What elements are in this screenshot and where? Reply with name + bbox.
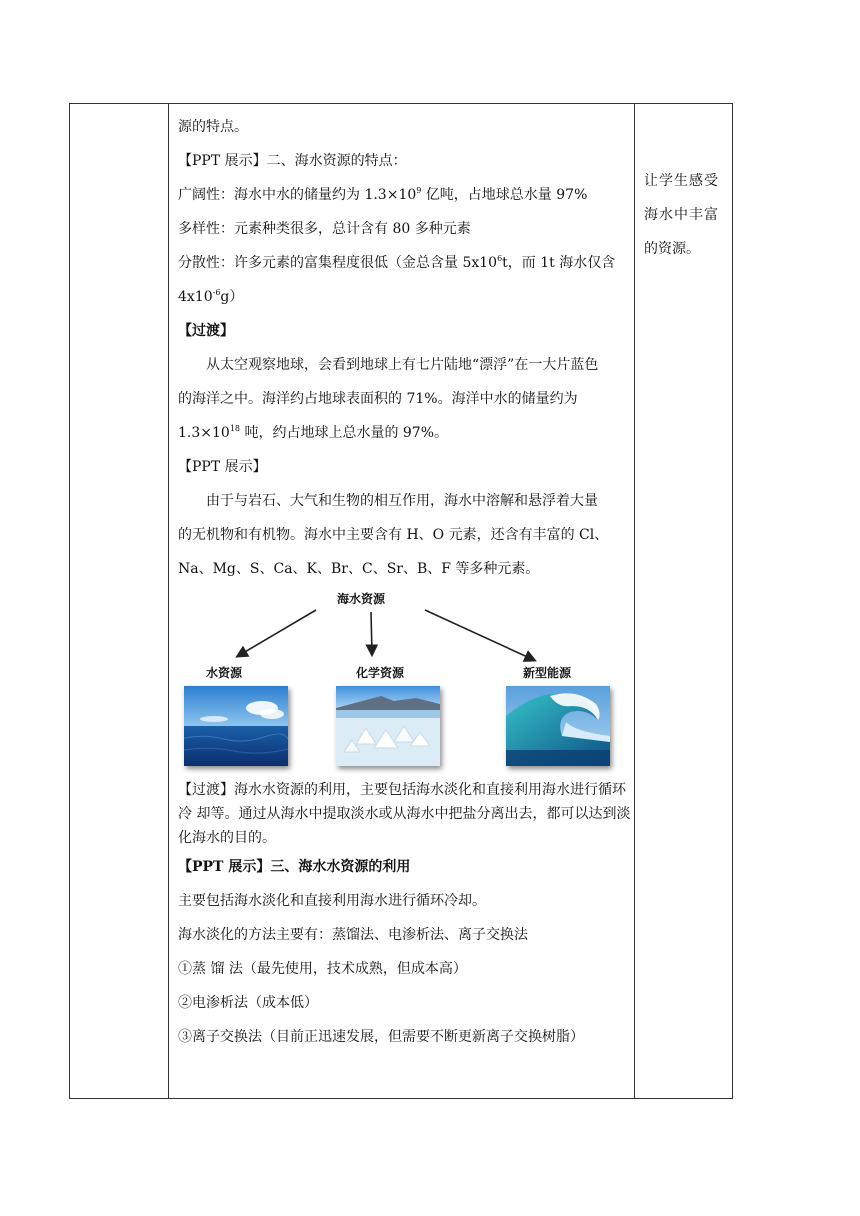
ppt-section-heading: 【PPT 展示】三、海水水资源的利用 <box>178 859 411 875</box>
arrow-right <box>425 610 534 660</box>
ppt-heading: 【PPT 展示】 <box>178 459 267 475</box>
column-divider <box>168 104 169 1098</box>
sea-sky-image <box>184 686 288 766</box>
diagram-label-energy: 新型能源 <box>523 666 572 680</box>
arrow-middle <box>371 612 372 654</box>
text-line: Na、Mg、S、Ca、K、Br、C、Sr、B、F 等多种元素。 <box>178 561 540 577</box>
intent-line: 的资源。 <box>644 241 700 257</box>
salt-pan-image <box>336 686 440 766</box>
diagram-root-label: 海水资源 <box>337 592 386 606</box>
text-line: 源的特点。 <box>178 119 248 135</box>
design-intent-cell <box>644 164 718 266</box>
text-line: 海水淡化的方法主要有：蒸馏法、电渗析法、离子交换法 <box>178 927 528 943</box>
diagram-label-chemical: 化学资源 <box>356 666 405 680</box>
text-line: $4x10^{-6}g$） <box>178 288 244 305</box>
ppt-heading: 【PPT 展示】二、海水资源的特点： <box>178 153 407 169</box>
intent-line: 海水中丰富 <box>644 207 718 223</box>
diagram-label-water: 水资源 <box>206 666 243 680</box>
intent-line: 让学生感受 <box>644 173 718 189</box>
section-heading: 【过渡】 <box>178 323 234 339</box>
ocean-wave-image <box>506 686 610 766</box>
list-item: ③离子交换法（目前正迅速发展，但需要不断更新离子交换树脂） <box>178 1029 584 1045</box>
text-line: 的海洋之中。海洋约占地球表面积的 71%。海洋中水的储量约为 <box>178 391 578 407</box>
text-line: 从太空观察地球，会看到地球上有七片陆地“漂浮”在一大片蓝色 <box>206 357 599 373</box>
text-line: 的无机物和有机物。海水中主要含有 H、O 元素，还含有丰富的 Cl、 <box>178 527 609 543</box>
lesson-table <box>69 103 733 1099</box>
arrow-left <box>238 610 316 656</box>
text-line: 分散性：许多元素的富集程度很低（金总含量 $5x10^6t$，而 1t 海水仅含 <box>178 254 616 271</box>
list-item: ①蒸 馏 法（最先使用，技术成熟，但成本高） <box>178 961 467 977</box>
teaching-content-cell <box>178 110 634 1054</box>
text-line: 广阔性：海水中水的储量约为 $1.3\times 10^9$ 亿吨，占地球总水量 97% <box>178 186 588 203</box>
transition-paragraph: 【过渡】海水水资源的利用，主要包括海水淡化和直接利用海水进行循环冷 却等。通过从海水中提取淡水或从海水中把盐分离出去，都可以达到淡化海水的目的。 <box>178 782 631 846</box>
text-line: 多样性：元素种类很多，总计含有 80 多种元素 <box>178 221 471 237</box>
text-line: 由于与岩石、大气和生物的相互作用，海水中溶解和悬浮着大量 <box>206 493 598 509</box>
list-item: ②电渗析法（成本低） <box>178 995 318 1011</box>
column-divider <box>634 104 635 1098</box>
text-line: $1.3\times 10^{18}$ 吨，约占地球上总水量的 97%。 <box>178 424 449 441</box>
text-line: 主要包括海水淡化和直接利用海水进行循环冷却。 <box>178 893 486 909</box>
seawater-resources-diagram <box>178 588 634 778</box>
